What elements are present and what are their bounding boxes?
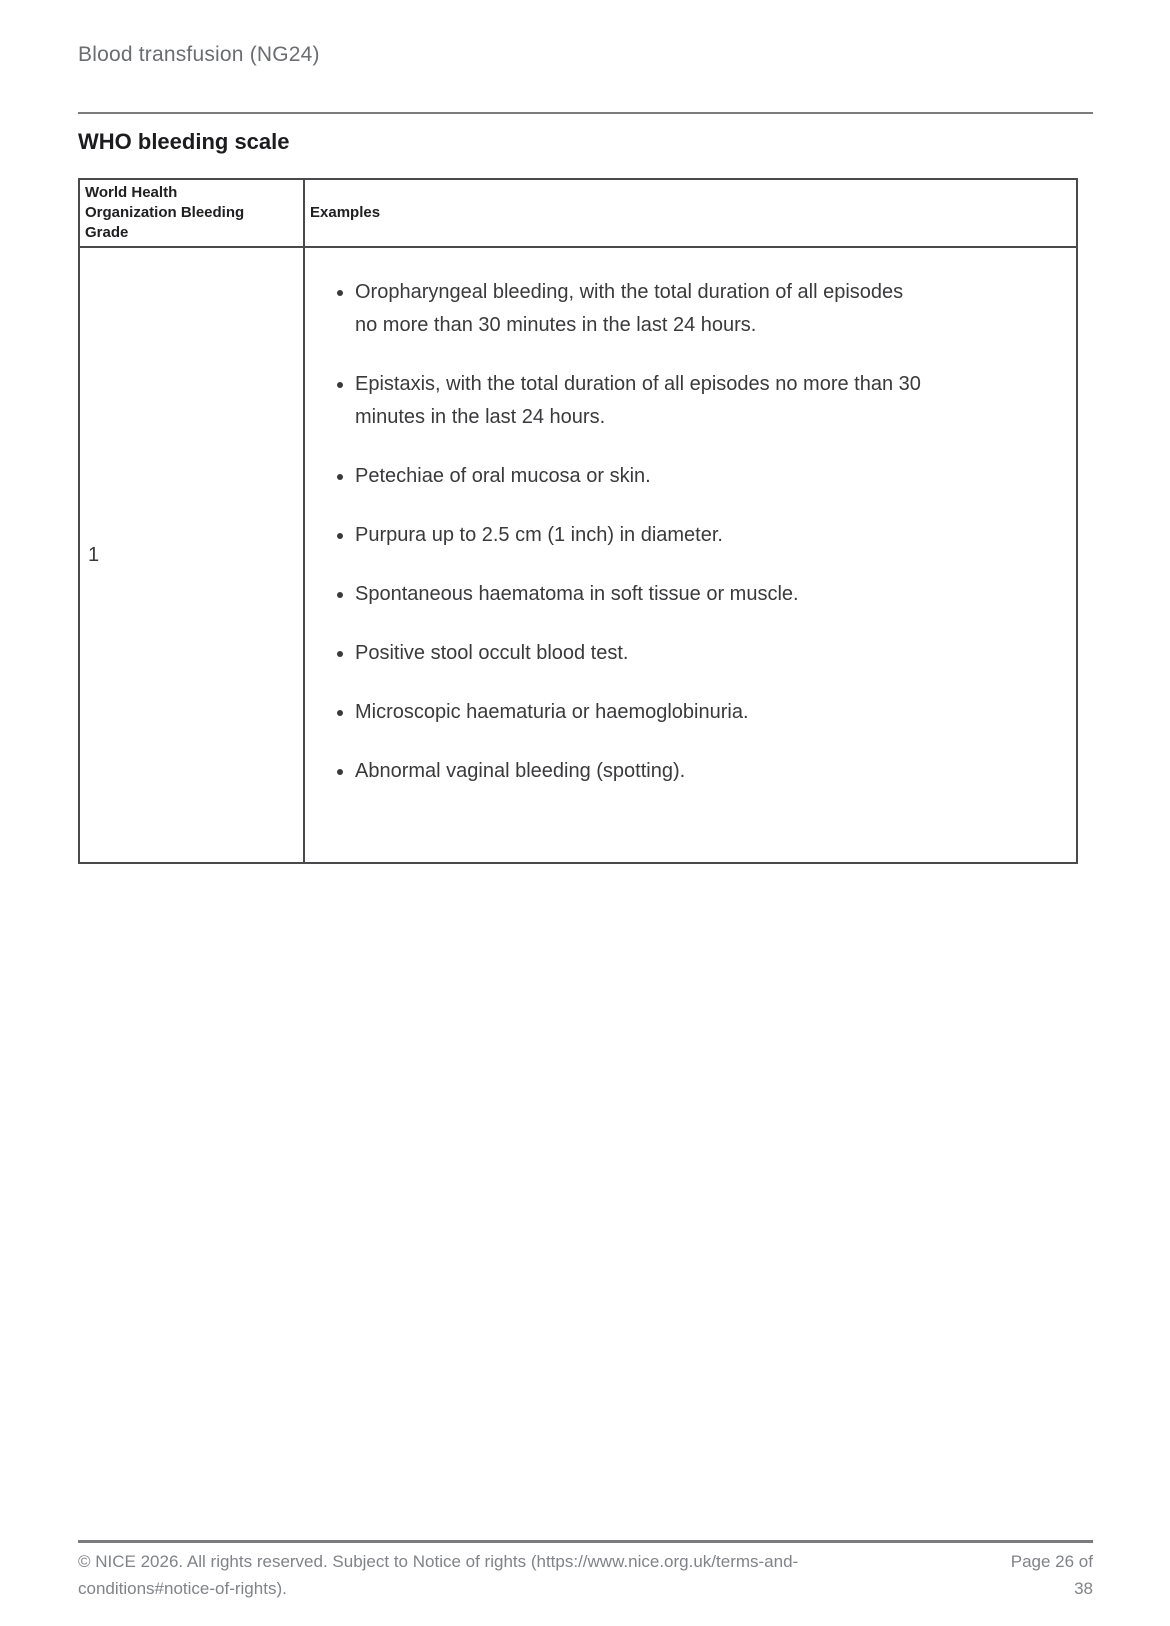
page-footer [78, 1540, 1093, 1602]
table-row [79, 247, 1077, 863]
page-content [78, 0, 1093, 864]
example-item: • Oropharyngeal bleeding, with the total duration of all episodes no more than 30 minutes in the last 24 hours. [355, 276, 927, 342]
examples-cell [304, 247, 1077, 863]
copyright-text: © NICE 2026. All rights reserved. Subject to Notice of rights (https://www.nice.org.uk/terms-and-conditions#notice-of-rights). [78, 1552, 799, 1598]
document-title: Blood transfusion (NG24) [78, 43, 320, 66]
who-bleeding-scale-table [78, 178, 1078, 864]
column-header-grade-label: World Health Organization Bleeding Grade [85, 184, 245, 241]
grade-cell: 1 [79, 247, 304, 863]
example-item: • Petechiae of oral mucosa or skin. [355, 460, 927, 493]
footer-divider [78, 1540, 1093, 1543]
header-divider [78, 112, 1093, 114]
table-header-row [79, 179, 1077, 247]
example-item: • Abnormal vaginal bleeding (spotting). [355, 755, 927, 788]
example-item: • Purpura up to 2.5 cm (1 inch) in diameter. [355, 519, 927, 552]
section-title: WHO bleeding scale [78, 129, 290, 154]
example-item: • Epistaxis, with the total duration of all episodes no more than 30 minutes in the last 24 hours. [355, 368, 927, 434]
column-header-grade [79, 179, 304, 247]
examples-list [321, 276, 1056, 788]
example-item: • Spontaneous haematoma in soft tissue or muscle. [355, 578, 927, 611]
page-number: Page 26 of 38 [1010, 1552, 1093, 1598]
example-item: • Microscopic haematuria or haemoglobinuria. [355, 696, 927, 729]
example-item: • Positive stool occult blood test. [355, 637, 927, 670]
footer-text-row [78, 1548, 1093, 1602]
column-header-examples: Examples [304, 179, 1077, 247]
